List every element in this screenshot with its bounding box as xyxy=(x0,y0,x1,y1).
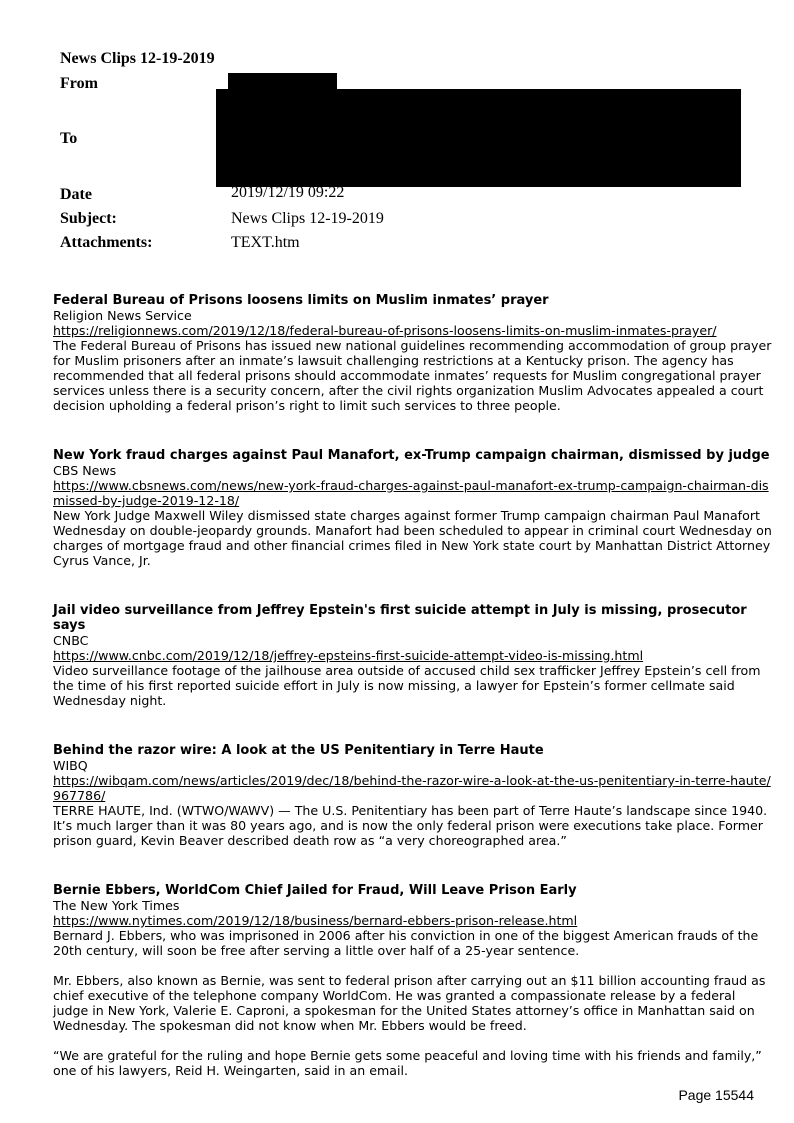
article-epstein xyxy=(53,603,773,708)
page-number: Page 15544 xyxy=(678,1087,754,1103)
article-link[interactable]: https://wibqam.com/news/articles/2019/dec/18/behind-the-razor-wire-a-look-at-the-us-penitentiary-in-terre-haute/967786/ xyxy=(53,773,771,803)
article-title: Bernie Ebbers, WorldCom Chief Jailed for Fraud, Will Leave Prison Early xyxy=(53,883,577,898)
article-source: Religion News Service xyxy=(53,308,192,323)
article-link[interactable]: https://www.cbsnews.com/news/new-york-fraud-charges-against-paul-manafort-ex-trump-campaign-chairman-dismissed-by-judge-2019-12-18/ xyxy=(53,478,769,508)
article-link[interactable]: https://www.cnbc.com/2019/12/18/jeffrey-epsteins-first-suicide-attempt-video-is-missing.html xyxy=(53,648,644,663)
attachments-label: Attachments: xyxy=(60,234,153,251)
article-link[interactable]: https://religionnews.com/2019/12/18/federal-bureau-of-prisons-loosens-limits-on-muslim-inmates-prayer/ xyxy=(53,323,717,338)
article-source: The New York Times xyxy=(53,898,180,913)
article-title: Jail video surveillance from Jeffrey Epstein's first suicide attempt in July is missing, prosecutor says xyxy=(53,603,747,633)
article-manafort xyxy=(53,448,773,568)
article-body: New York Judge Maxwell Wiley dismissed state charges against former Trump campaign chairman Paul Manafort Wednesday on double-jeopardy grounds. Manafort had been scheduled to appear in criminal court Wednesday on charges of mortgage fraud and other financial crimes filed in New York state court by Manhattan District Attorney Cyrus Vance, Jr. xyxy=(53,508,772,568)
article-title: Behind the razor wire: A look at the US Penitentiary in Terre Haute xyxy=(53,743,544,758)
article-body: TERRE HAUTE, Ind. (WTWO/WAWV) — The U.S. Penitentiary has been part of Terre Haute’s landscape since 1940. xyxy=(53,803,768,818)
article-body: The Federal Bureau of Prisons has issued new national guidelines recommending accommodation of group prayer for Muslim prisoners after an inmate’s lawsuit challenging restrictions at a Kentucky prison. The agency has recommended that all federal prisons should accommodate inmates’ requests for Muslim congregational prayer services unless there is a security concern, after the civil rights organization Muslim Advocates appealed a court decision upholding a federal prison’s right to limit such services to three people. xyxy=(53,338,772,413)
article-ebbers xyxy=(53,883,773,1078)
date-value: 2019/12/19 09:22 xyxy=(231,184,345,201)
article-source: CBS News xyxy=(53,463,117,478)
attachments-value[interactable]: TEXT.htm xyxy=(231,234,300,251)
redaction-from xyxy=(228,73,337,89)
from-label: From xyxy=(60,75,98,92)
article-title: Federal Bureau of Prisons loosens limits on Muslim inmates’ prayer xyxy=(53,293,549,308)
article-link[interactable]: https://www.nytimes.com/2019/12/18/business/bernard-ebbers-prison-release.html xyxy=(53,913,578,928)
article-source: WIBQ xyxy=(53,758,88,773)
redaction-to xyxy=(216,89,741,187)
date-label: Date xyxy=(60,186,92,203)
to-label: To xyxy=(60,130,78,147)
article-source: CNBC xyxy=(53,633,89,648)
article-prison-prayer xyxy=(53,293,773,413)
article-title: New York fraud charges against Paul Manafort, ex-Trump campaign chairman, dismissed by judge xyxy=(53,448,770,463)
article-body: Mr. Ebbers, also known as Bernie, was sent to federal prison after carrying out an $11 billion accounting fraud as chief executive of the telephone company WorldCom. He was granted a compassionate release by a federal judge in New York, Valerie E. Caproni, a spokesman for the United States attorney’s office in Manhattan said on Wednesday. The spokesman did not know when Mr. Ebbers would be freed. xyxy=(53,973,766,1033)
article-body: Video surveillance footage of the jailhouse area outside of accused child sex trafficker Jeffrey Epstein’s cell from the time of his first reported suicide effort in July is now missing, a lawyer for Epstein’s former cellmate said Wednesday night. xyxy=(53,663,761,708)
article-body: It’s much larger than it was 80 years ago, and is now the only federal prison were executions take place. Former prison guard, Kevin Beaver described death row as “a very choreographed area.” xyxy=(53,818,763,848)
subject-value: News Clips 12-19-2019 xyxy=(231,210,384,227)
article-body: “We are grateful for the ruling and hope Bernie gets some peaceful and loving time with his friends and family,” one of his lawyers, Reid H. Weingarten, said in an email. xyxy=(53,1048,762,1078)
document-title: News Clips 12-19-2019 xyxy=(60,50,215,67)
article-body: Bernard J. Ebbers, who was imprisoned in 2006 after his conviction in one of the biggest American frauds of the 20th century, will soon be free after serving a little over half of a 25-year sentence. xyxy=(53,928,759,958)
article-terre-haute xyxy=(53,743,773,848)
subject-label: Subject: xyxy=(60,210,117,227)
